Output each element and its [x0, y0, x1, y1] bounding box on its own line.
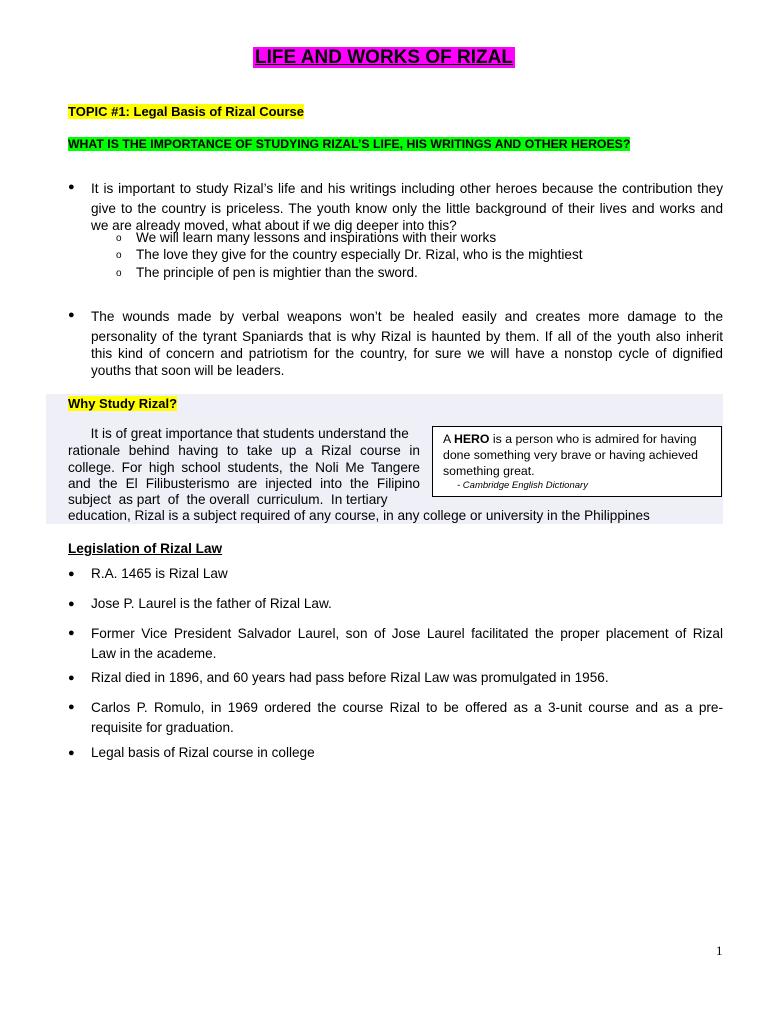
hero-definition-line: something great. — [443, 464, 535, 478]
hero-source: - Cambridge English Dictionary — [457, 480, 588, 491]
question-heading — [68, 136, 630, 153]
text-line: personality of the tyrant Spaniards that is why Rizal is haunted by them. If all of the youth also inherit — [91, 329, 723, 344]
topic-heading-text: TOPIC #1: Legal Basis of Rizal Course — [68, 104, 304, 119]
hero-term: HERO — [453, 432, 490, 446]
hero-text: is a person who is admired for having — [489, 432, 697, 446]
text-line: requisite for graduation. — [91, 720, 234, 735]
question-heading-text: WHAT IS THE IMPORTANCE OF STUDYING RIZAL’S LIFE, HIS WRITINGS AND OTHER HEROES? — [68, 137, 631, 151]
sub-item-text: The love they give for the country especially Dr. Rizal, who is the mightiest — [136, 247, 583, 262]
bullet-marker: ● — [68, 747, 75, 759]
why-study-line: college. For high school students, the Noli Me Tangere — [68, 460, 420, 475]
sub-bullet-marker: o — [116, 268, 122, 279]
legislation-item-text — [91, 698, 723, 738]
why-study-heading — [68, 395, 177, 412]
text-line: Law in the academe. — [91, 646, 217, 661]
why-study-line: It is of great importance that students understand the — [68, 426, 409, 441]
legislation-item-text — [91, 744, 723, 761]
bullet-marker: ● — [68, 598, 75, 610]
document-title-text: LIFE AND WORKS OF RIZAL — [255, 47, 513, 68]
bullet-marker: ● — [68, 672, 75, 684]
sub-item-text: The principle of pen is mightier than the sword. — [136, 265, 418, 280]
text-line: Jose P. Laurel is the father of Rizal Law. — [91, 596, 332, 611]
bullet-marker: ● — [68, 701, 75, 713]
text-line: R.A. 1465 is Rizal Law — [91, 566, 228, 581]
sub-bullet-marker: o — [116, 233, 122, 244]
sub-item-text: We will learn many lessons and inspirations with their works — [136, 230, 497, 245]
text-line: this kind of concern and patriotism for the country, for sure we will have a nonstop cycle of dignified — [91, 346, 723, 361]
text-line: Rizal died in 1896, and 60 years had pass before Rizal Law was promulgated in 1956. — [91, 670, 609, 685]
legislation-item-text — [91, 669, 723, 686]
why-study-line: rationale behind having to take up a Rizal course in — [68, 443, 420, 458]
why-study-line: education, Rizal is a subject required of any course, in any college or university in the Philippines — [68, 508, 650, 523]
text-line: we are already moved, what about if we dig deeper into this? — [91, 218, 457, 233]
topic-heading — [68, 103, 304, 120]
legislation-item-text — [91, 565, 723, 582]
text-line: The wounds made by verbal weapons won’t be healed easily and creates more damage to the — [91, 309, 723, 324]
text-line: youths that soon will be leaders. — [91, 363, 285, 378]
hero-definition-line — [443, 431, 697, 447]
bullet-marker: ● — [68, 568, 75, 580]
page-number: 1 — [716, 943, 723, 958]
text-line: Former Vice President Salvador Laurel, son of Jose Laurel facilitated the proper placement of Rizal — [91, 626, 723, 641]
text-line: give to the country is priceless. The youth know only the little background of their lives and works and — [91, 201, 723, 216]
why-study-heading-text: Why Study Rizal? — [68, 396, 178, 411]
bullet-marker: ● — [68, 181, 75, 193]
why-study-line: subject as part of the overall curriculum. In tertiary — [68, 492, 388, 507]
hero-definition-line: done something very brave or having achieved — [443, 448, 698, 462]
bullet-marker: ● — [68, 627, 75, 639]
text-line: Legal basis of Rizal course in college — [91, 745, 315, 760]
document-title — [0, 46, 768, 70]
intro-bullet-1-text — [91, 178, 723, 233]
legislation-item-text — [91, 595, 723, 612]
intro-bullet-2-text — [91, 306, 723, 379]
legislation-heading: Legislation of Rizal Law — [68, 541, 223, 556]
text-line: It is important to study Rizal’s life and his writings including other heroes because the contribution they — [91, 181, 723, 196]
text-line: Carlos P. Romulo, in 1969 ordered the course Rizal to be offered as a 3-unit course and as a pre- — [91, 700, 723, 715]
why-study-line: and the El Filibusterismo are injected into the Filipino — [68, 476, 420, 491]
hero-text: A — [443, 432, 454, 446]
hero-definition-box — [432, 426, 722, 497]
legislation-item-text — [91, 624, 723, 664]
sub-bullet-marker: o — [116, 250, 122, 261]
bullet-marker: ● — [68, 309, 75, 321]
